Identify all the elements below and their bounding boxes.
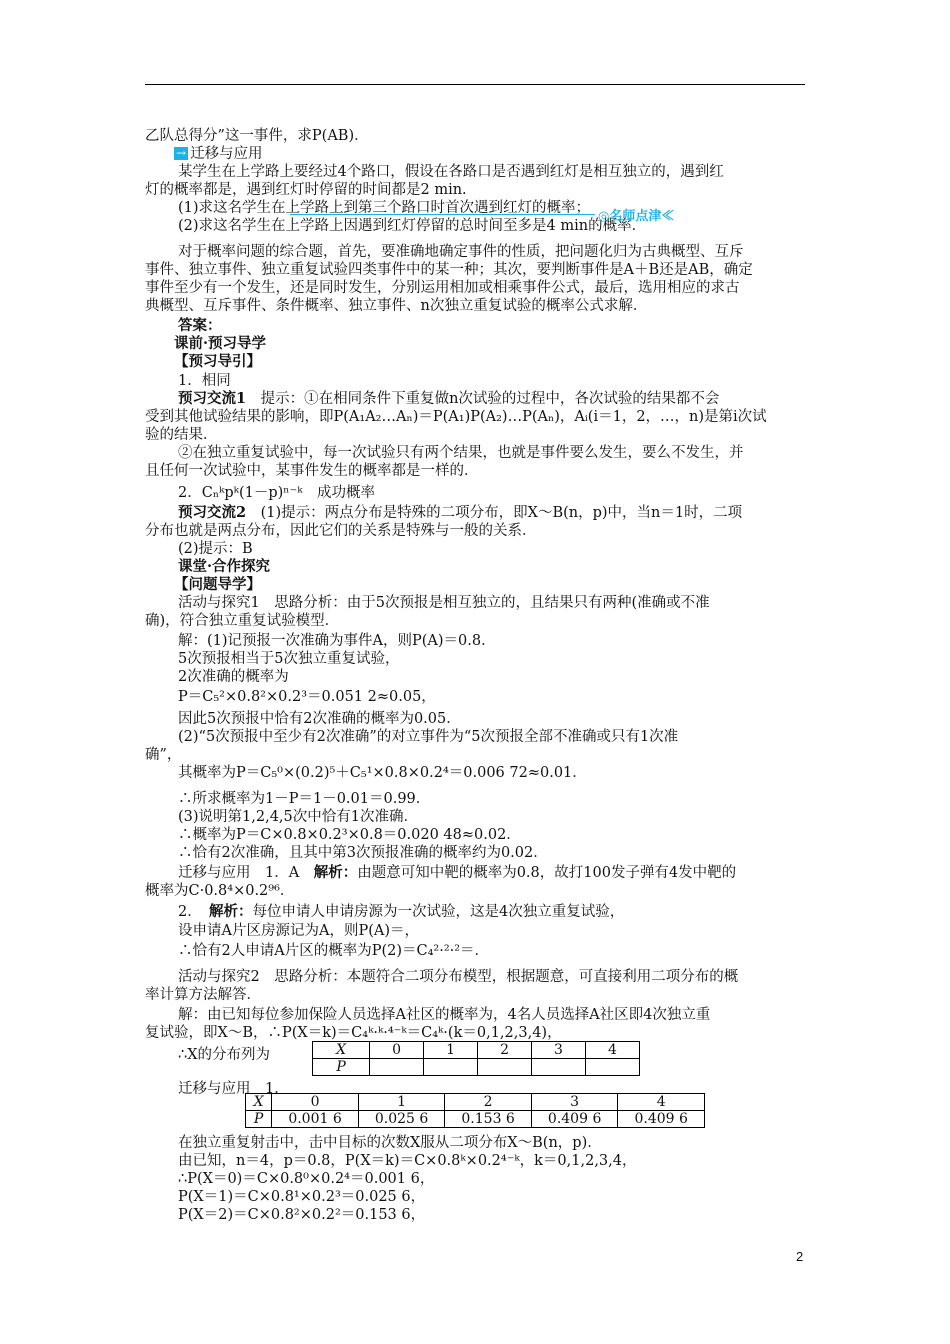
text-line: 设申请A片区房源记为A，则P(A)＝，: [178, 923, 419, 939]
header-rule: [145, 84, 805, 85]
text-line: 典概型、互斥事件、条件概率、独立事件、n次独立重复试验的概率公式求解．: [145, 298, 648, 314]
text-line: 在独立重复射击中，击中目标的次数X服从二项分布X～B(n，p)．: [178, 1135, 602, 1151]
banner-label: ◎名师点津≪: [598, 209, 675, 224]
text-line: 事件、独立事件、独立重复试验四类事件中的某一种；其次，要判断事件是A＋B还是AB，确定: [145, 262, 753, 278]
text-line: 2．Cₙᵏpᵏ(1－p)ⁿ⁻ᵏ 成功概率: [178, 485, 375, 501]
page-number: 2: [796, 1249, 804, 1264]
table-cell: 0.409 6: [531, 1111, 618, 1128]
table-cell: X: [313, 1042, 370, 1059]
text-line: ∴恰有2次准确，且其中第3次预报准确的概率约为0.02．: [178, 845, 548, 861]
text-line: (1)求这名学生在上学路上到第三个路口时首次遇到红灯的概率；: [178, 200, 591, 216]
text-line: 确”，: [145, 747, 182, 763]
text-line: 活动与探究2 思路分析：本题符合二项分布模型，根据题意，可直接利用二项分布的概: [178, 969, 739, 985]
table-cell: 2: [478, 1042, 532, 1059]
distribution-table-empty: [312, 1041, 640, 1076]
text-line: 确)，符合独立重复试验模型．: [145, 613, 340, 629]
tips-banner: [290, 205, 705, 223]
text-line: ∴恰有2人申请A片区的概率为P(2)＝C₄²·²·²＝．: [178, 943, 490, 959]
text-line: ∴P(X＝0)＝C×0.8⁰×0.2⁴＝0.001 6，: [178, 1171, 435, 1187]
table-cell: [532, 1059, 586, 1076]
table-cell: 0.409 6: [618, 1111, 705, 1128]
text-line: 某学生在上学路上要经过4个路口，假设在各路口是否遇到红灯是相互独立的，遇到红: [178, 164, 724, 180]
table-cell: P: [313, 1059, 370, 1076]
text-line: 活动与探究1 思路分析：由于5次预报是相互独立的，且结果只有两种(准确或不准: [178, 595, 710, 611]
table-cell: 0: [272, 1094, 359, 1111]
text-line: (2)提示：B: [178, 541, 253, 557]
text-line: [174, 145, 263, 163]
text-line: 答案：: [178, 317, 222, 334]
table-value-row: [246, 1111, 705, 1128]
text-line: 其概率为P＝C₅⁰×(0.2)⁵＋C₅¹×0.8×0.2⁴＝0.006 72≈0.01．: [178, 765, 587, 781]
table-cell: 4: [618, 1094, 705, 1111]
table-cell: [424, 1059, 478, 1076]
text-line: 灯的概率都是，遇到红灯时停留的时间都是2 min.: [145, 182, 467, 198]
table-cell: 1: [358, 1094, 445, 1111]
table-value-row: [313, 1059, 640, 1076]
text-line: 分布也就是两点分布，因此它们的关系是特殊与一般的关系．: [145, 523, 537, 539]
section-label: 迁移与应用: [190, 146, 263, 162]
text-line: ∴所求概率为1－P＝1－0.01＝0.99．: [178, 791, 431, 807]
text-line: 预习交流1 提示：①在相同条件下重复做n次试验的过程中，各次试验的结果都不会: [178, 390, 720, 407]
text-line: 课堂·合作探究: [178, 558, 271, 575]
text-line: (3)说明第1,2,4,5次中恰有1次准确．: [178, 809, 418, 825]
banner-rule: [290, 214, 595, 215]
text-line: 2． 解析：每位申请人申请房源为一次试验，这是4次独立重复试验，: [178, 903, 625, 920]
text-line: P(X＝2)＝C×0.8²×0.2²＝0.153 6，: [178, 1207, 426, 1223]
table-cell: 0.153 6: [445, 1111, 532, 1128]
arrow-icon: →: [176, 146, 187, 160]
text-line: 且任何一次试验中，某事件发生的概率都是一样的．: [145, 463, 479, 479]
text-line: ∴概率为P＝C×0.8×0.2³×0.8＝0.020 48≈0.02．: [178, 827, 521, 843]
text-line: 迁移与应用 1．: [178, 1081, 289, 1097]
text-line: 乙队总得分”这一事件，求P(AB)．: [145, 128, 369, 144]
text-line: (2)求这名学生在上学路上因遇到红灯停留的总时间至多是4 min的概率．: [178, 218, 647, 234]
text-line: P＝C₅²×0.8²×0.2³＝0.051 2≈0.05，: [178, 689, 436, 705]
table-header-row: [313, 1042, 640, 1059]
table-cell: [370, 1059, 424, 1076]
text-line: 解：由已知每位参加保险人员选择A社区的概率为，4名人员选择A社区即4次独立重: [178, 1007, 711, 1023]
text-line: ∴X的分布列为: [178, 1047, 271, 1063]
text-line: 复试验，即X～B，∴P(X＝k)＝C₄ᵏ·ᵏ·⁴⁻ᵏ＝C₄ᵏ·(k＝0,1,2,3,4)，: [145, 1025, 562, 1041]
table-cell: 1: [424, 1042, 478, 1059]
text-line: 预习交流2 (1)提示：两点分布是特殊的二项分布，即X～B(n，p)中，当n＝1时，二项: [178, 504, 743, 521]
table-cell: [586, 1059, 640, 1076]
table-cell: 3: [532, 1042, 586, 1059]
text-line: 受到其他试验结果的影响，即P(A₁A₂…Aₙ)＝P(A₁)P(A₂)…P(Aₙ)，Aᵢ(i＝1，2，…，n)是第i次试: [145, 409, 767, 425]
text-line: 2次准确的概率为: [178, 669, 289, 685]
table-cell: 2: [445, 1094, 532, 1111]
text-line: 由已知，n＝4，p＝0.8，P(X＝k)＝C×0.8ᵏ×0.2⁴⁻ᵏ，k＝0,1,2,3,4，: [178, 1153, 637, 1169]
text-line: 因此5次预报中恰有2次准确的概率为0.05．: [178, 711, 461, 727]
text-line: ②在独立重复试验中，每一次试验只有两个结果，也就是事件要么发生，要么不发生，并: [178, 445, 744, 461]
text-line: 验的结果．: [145, 427, 218, 443]
table-cell: 0.001 6: [272, 1111, 359, 1128]
text-line: (2)“5次预报中至少有2次准确”的对立事件为“5次预报全部不准确或只有1次准: [178, 729, 679, 745]
text-line: 迁移与应用 1．A 解析：由题意可知中靶的概率为0.8，故打100发子弹有4发中靶的: [178, 864, 737, 881]
table-header-row: [246, 1094, 705, 1111]
table-cell: 4: [586, 1042, 640, 1059]
text-line: 1．相同: [178, 373, 231, 389]
table-cell: 0: [370, 1042, 424, 1059]
table-cell: X: [246, 1094, 272, 1111]
text-line: 率计算方法解答．: [145, 987, 261, 1003]
text-line: 课前·预习导学: [174, 335, 267, 352]
table-cell: 3: [531, 1094, 618, 1111]
text-line: 【预习导引】: [174, 353, 261, 370]
table-cell: [478, 1059, 532, 1076]
text-line: P(X＝1)＝C×0.8¹×0.2³＝0.025 6，: [178, 1189, 426, 1205]
table-cell: P: [246, 1111, 272, 1128]
distribution-table-values: [245, 1093, 705, 1128]
text-line: 解：(1)记预报一次准确为事件A，则P(A)＝0.8．: [178, 633, 496, 649]
text-line: 概率为C·0.8⁴×0.2⁹⁶．: [145, 883, 295, 899]
table-cell: 0.025 6: [358, 1111, 445, 1128]
text-line: 对于概率问题的综合题，首先，要准确地确定事件的性质，把问题化归为古典概型、互斥: [178, 244, 744, 260]
text-line: 5次预报相当于5次独立重复试验，: [178, 651, 400, 667]
text-line: 事件至少有一个发生，还是同时发生，分别运用相加或相乘事件公式，最后，选用相应的求古: [145, 280, 740, 296]
text-line: 【问题导学】: [174, 576, 261, 593]
